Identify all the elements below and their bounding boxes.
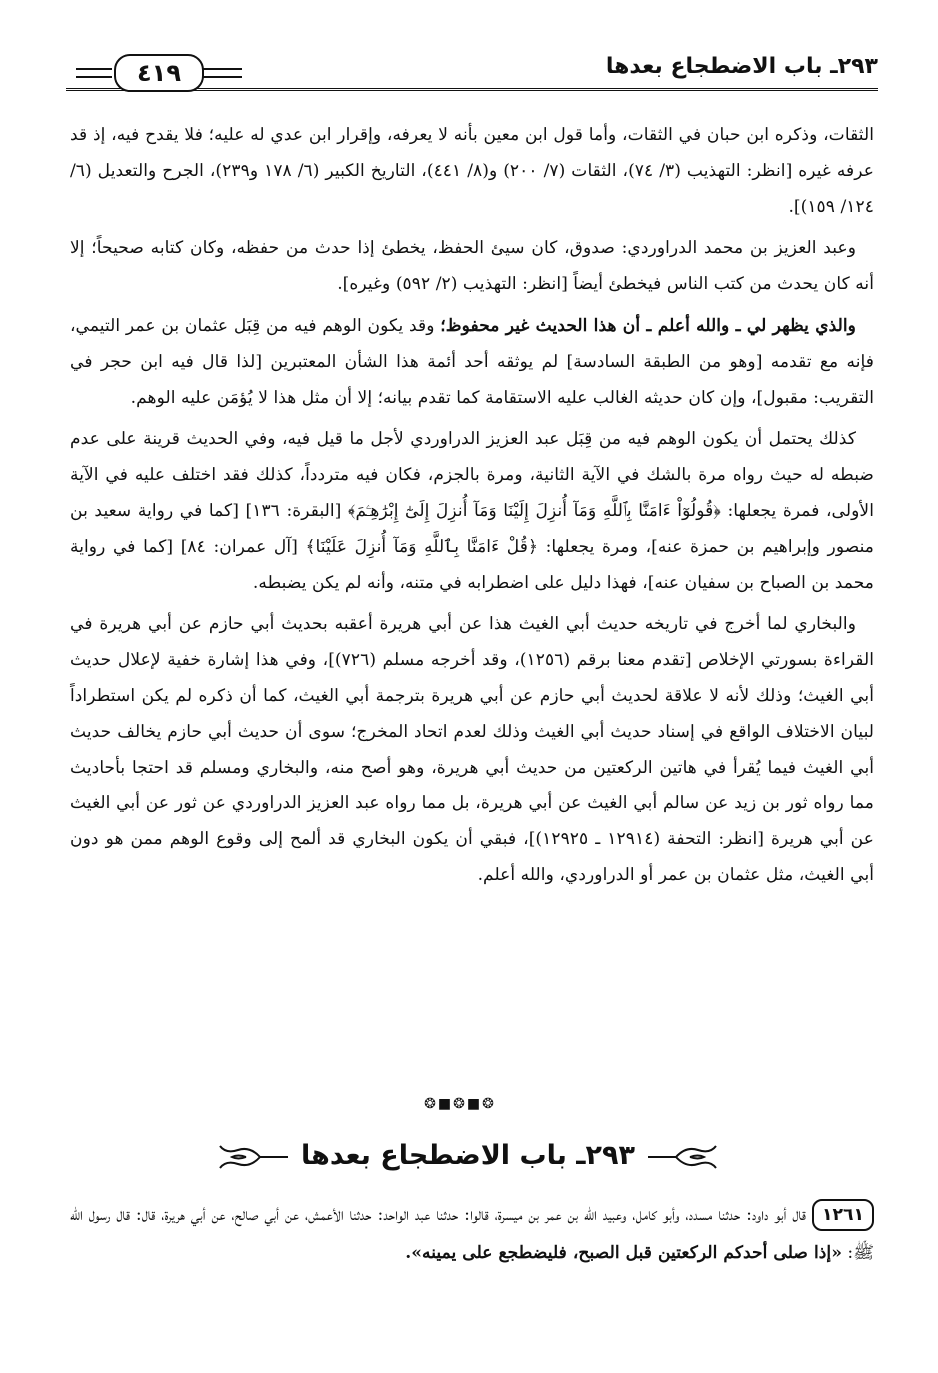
running-head: ٢٩٣ـ باب الاضطجاع بعدها — [605, 54, 878, 79]
hadith-isnad: قال أبو داود: حدثنا مسدد، وأبو كامل، وعبيد الله بن عمر بن ميسرة، قالوا: حدثنا عبد الواحد: حدثنا الأعمش، عن أبي صالح، عن أبي هريرة، قال: قال رسول الله ﷺ: — [70, 1205, 874, 1263]
hadith-text — [70, 1196, 874, 1272]
chapter-title: ٢٩٣ـ باب الاضطجاع بعدها — [301, 1140, 635, 1171]
chapter-ornament-icon — [218, 1142, 290, 1172]
badge-ornament-line — [202, 68, 242, 78]
badge-ornament-line — [76, 68, 112, 78]
commentary-text — [70, 118, 874, 900]
paragraph-text: وقد يكون الوهم فيه من قِبَل عثمان بن عمر التيمي، فإنه مع تقدمه [وهو من الطبقة السادسة] لم يوثقه أحد أئمة هذا الشأن المعتبرين [لذا قال فيه ابن حجر في التقريب: مقبول]، وإن كان حديثه الغالب عليه الاستقامة كما تقدم بيانه؛ إلا أن مثل هذا لا يُؤمَن عليه الوهم. — [70, 315, 874, 408]
hadith-block — [70, 1196, 874, 1272]
page-number-badge: ٤١٩ — [114, 54, 204, 92]
chapter-ornament-icon — [646, 1142, 718, 1172]
page-header — [66, 40, 878, 110]
paragraph: وعبد العزيز بن محمد الدراوردي: صدوق، كان سيئ الحفظ، يخطئ إذا حدث من حفظه، وكان كتابه صحيحاً؛ إلا أنه كان يحدث من كتب الناس فيخطئ أيضاً [انظر: التهذيب (٢/ ٥٩٢) وغيره]. — [70, 238, 874, 295]
bold-conclusion: والذي يظهر لي ـ والله أعلم ـ أن هذا الحديث غير محفوظ؛ — [440, 315, 856, 336]
paragraph — [70, 309, 874, 416]
paragraph: والبخاري لما أخرج في تاريخه حديث أبي الغيث هذا عن أبي هريرة أعقبه بحديث أبي حازم عن أبي هريرة في القراءة بسورتي الإخلاص [تقدم معنا برقم (١٢٥٦)، وقد أخرجه مسلم (٧٢٦)]، وفي هذا إشارة خفية لإعلال حديث أبي الغيث؛ وذلك لأنه لا علاقة لحديث أبي حازم عن أبي هريرة بترجمة أبي الغيث، كما أن ذكره لم يكن استطراداً لبيان الاختلاف الواقع في إسناد حديث أبي الغيث وذلك لعدم اتحاد المخرج؛ سوى أن حديث أبي حازم يخالف حديث أبي الغيث فيما يُقرأ في هاتين الركعتين من حديث أبي هريرة، وهو أصح منه، والبخاري ومسلم قد احتجا بأحاديث مما رواه ثور بن زيد عن سالم أبي الغيث عن أبي هريرة، بل مما رواه عبد العزيز الدراوردي عن ثور عن أبي الغيث عن أبي هريرة [انظر: التحفة (١٢٩١٤ ـ ١٢٩٢٥)]، فبقي أن يكون البخاري قد ألمح إلى وقوع الوهم ممن هو دون أبي الغيث، مثل عثمان بن عمر أو الدراوردي، والله أعلم. — [70, 614, 874, 885]
hadith-number-badge: ١٢٦١ — [812, 1199, 874, 1231]
section-divider-ornament: ❂■❂■❂ — [424, 1096, 496, 1112]
paragraph: كذلك يحتمل أن يكون الوهم فيه من قِبَل عبد العزيز الدراوردي لأجل ما قيل فيه، وفي الحديث قرينة على عدم ضبطه له حيث رواه مرة بالشك في الآية الثانية، ومرة بالجزم، فكان فيه متردداً، كذلك فقد اختلف عليه في الآية الأولى، فمرة يجعلها: ﴿قُولُوٓاْ ءَامَنَّا بِٱللَّهِ وَمَآ أُنزِلَ إِلَيْنَا وَمَآ أُنزِلَ إِلَىٰٓ إِبْرَٰهِـۧمَ﴾ [البقرة: ١٣٦] [كما في رواية سعيد بن منصور وإبراهيم بن حمزة عنه]، ومرة يجعلها: ﴿قُلْ ءَامَنَّا بِٱللَّهِ وَمَآ أُنزِلَ عَلَيْنَا﴾ [آل عمران: ٨٤] [كما في رواية محمد بن الصباح بن سفيان عنه]، فهذا دليل على اضطرابه في متنه، وأنه لم يكن يضبطه. — [70, 429, 874, 593]
chapter-heading — [218, 1130, 718, 1190]
hadith-matn: «إذا صلى أحدكم الركعتين قبل الصبح، فليضطجع على يمينه». — [405, 1243, 842, 1263]
paragraph: الثقات، وذكره ابن حبان في الثقات، وأما قول ابن معين بأنه لا يعرفه، وإقرار ابن عدي له عليه؛ فلا يقدح فيه، إذ قد عرفه غيره [انظر: التهذيب (٣/ ٧٤)، الثقات (٧/ ٢٠٠) و(٨/ ٤٤١)، التاريخ الكبير (٦/ ١٧٨ و٢٣٩)، الجرح والتعديل (٦/ ١٢٤/ ١٥٩)]. — [70, 125, 875, 217]
